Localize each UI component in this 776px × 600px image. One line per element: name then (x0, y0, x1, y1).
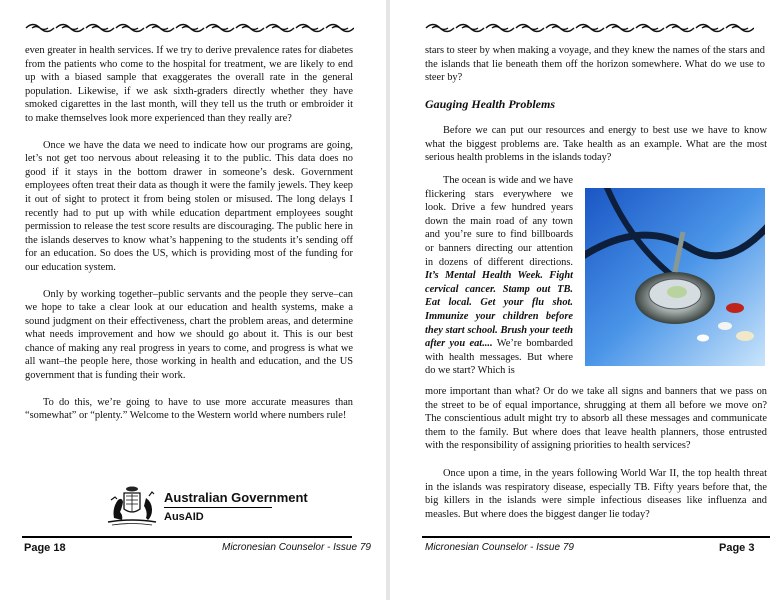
ornament-flourish (486, 25, 514, 32)
issue-label: Micronesian Counselor - Issue 79 (222, 542, 371, 553)
column-tail: We’re bombarded with health messages. But where do we start? Which is (425, 338, 573, 377)
ornament-flourish (56, 25, 84, 32)
paragraph: Only by working together–public servants and the people they serve–can we hope to take a clear look at our education and health systems, make a sound judgment on their effectiveness, chart the problem areas, and determine what needs improvement and how we should go about it. This is our best chance of making any real progress in years to come, and progress is what we all want–the people here, those working in health and education, and the US government that is funding their work. (25, 288, 353, 382)
column-lead: The ocean is wide and we have flickering stars everywhere we look. Drive a few hundred years down the main road of any town and you’re sure to find billboards or banners directing our attention in dozens of different directions. (425, 175, 573, 268)
issue-label: Micronesian Counselor - Issue 79 (425, 542, 574, 553)
paragraph: To do this, we’re going to have to use more accurate measures than “somewhat” or “plenty.” Welcome to the Western world where numbers rule! (25, 396, 353, 422)
left-article-text (25, 44, 353, 436)
stethoscope-photo (585, 188, 765, 366)
ornament-flourish (86, 25, 114, 32)
ornament-flourish (546, 25, 574, 32)
paragraph: Once we have the data we need to indicate how our programs are going, let’s not get too nervous about releasing it to the public. This data does no good if it stays in the bottom drawer in someone’s desk. Government employees often treat their data as though it were the family jewels. They keep it out of sight to protect it from being stolen or misused. The long delays I recently had to put up with while education department employees sought permission to release the test score results are discouraging. The public here in the islands deserves to know what’s happening to the students it’s sending off for an education. So does the US, which is providing most of the funding for our education system. (25, 139, 353, 273)
paragraph: stars to steer by when making a voyage, and they knew the names of the stars and the islands that lie beneath them off the horizon somewhere. What do we use to steer by? (425, 45, 765, 84)
coat-of-arms-icon (104, 484, 160, 528)
ornament-flourish (456, 25, 484, 32)
ornament-border-right (422, 22, 754, 34)
paragraph: Before we can put our resources and energy to best use we have to know what the biggest problems are. Take health as an example. What are the most serious health problems in the islands today? (425, 125, 767, 164)
ornament-flourish (26, 25, 54, 32)
ornament-flourish (116, 25, 144, 32)
logo-agency-name: AusAID (164, 511, 204, 523)
ornament-flourish (206, 25, 234, 32)
ornament-flourish (426, 25, 454, 32)
section-heading: Gauging Health Problems (425, 97, 556, 111)
ornament-flourish (296, 25, 324, 32)
ornament-flourish (516, 25, 544, 32)
paragraph: even greater in health services. If we try to derive prevalence rates for diabetes from the patients who come to the hospital for treatment, we are likely to end up with a biased sample that exaggerates the overall rate in the general population. Likewise, if we ask sixth-graders directly whether they have smoked cigarettes in the last month, will they tell us the truth or embroider it to make themselves look more experienced than they really are? (25, 45, 353, 124)
footer-rule (422, 536, 770, 538)
ornament-flourish (696, 25, 724, 32)
ornament-flourish (236, 25, 264, 32)
page-number: Page 18 (24, 542, 66, 554)
ornament-flourish (666, 25, 694, 32)
ausaid-logo (104, 484, 308, 528)
paragraph (425, 174, 573, 378)
paragraph: Once upon a time, in the years following World War II, the top health threat in the islands was respiratory disease, especially TB. Fifty years before that, the big killers in the islands were simple infectious diseases like influenza and measles. But where does the biggest danger lie today? (425, 467, 767, 520)
narrow-column-text (425, 174, 573, 378)
health-slogans: It’s Mental Health Week. Fight cervical cancer. Stamp out TB. Eat local. Get your flu shot. Immunize your children before they start school. Brush your teeth after you eat.... (425, 270, 573, 350)
right-lower-text (425, 385, 767, 534)
ornament-flourish (636, 25, 664, 32)
logo-divider (164, 507, 272, 508)
ornament-flourish (726, 25, 754, 32)
footer-rule (22, 536, 352, 538)
paragraph: more important than what? Or do we take all signs and banners that we pass on the street to be of equal importance, shrugging at them all before we move on? The conscientious adult might try to absorb all these messages and communicate them to the family. But where does that leave health planners, those entrusted with the responsibility of assigning priorities to health services? (425, 386, 767, 452)
ornament-flourish (576, 25, 604, 32)
ornament-flourish (326, 25, 354, 32)
ornament-flourish (146, 25, 174, 32)
ornament-flourish (176, 25, 204, 32)
logo-government-name: Australian Government (164, 490, 308, 505)
ornament-flourish (606, 25, 634, 32)
ornament-flourish (266, 25, 294, 32)
ornament-border-left (22, 22, 354, 34)
page-number: Page 3 (719, 542, 755, 554)
